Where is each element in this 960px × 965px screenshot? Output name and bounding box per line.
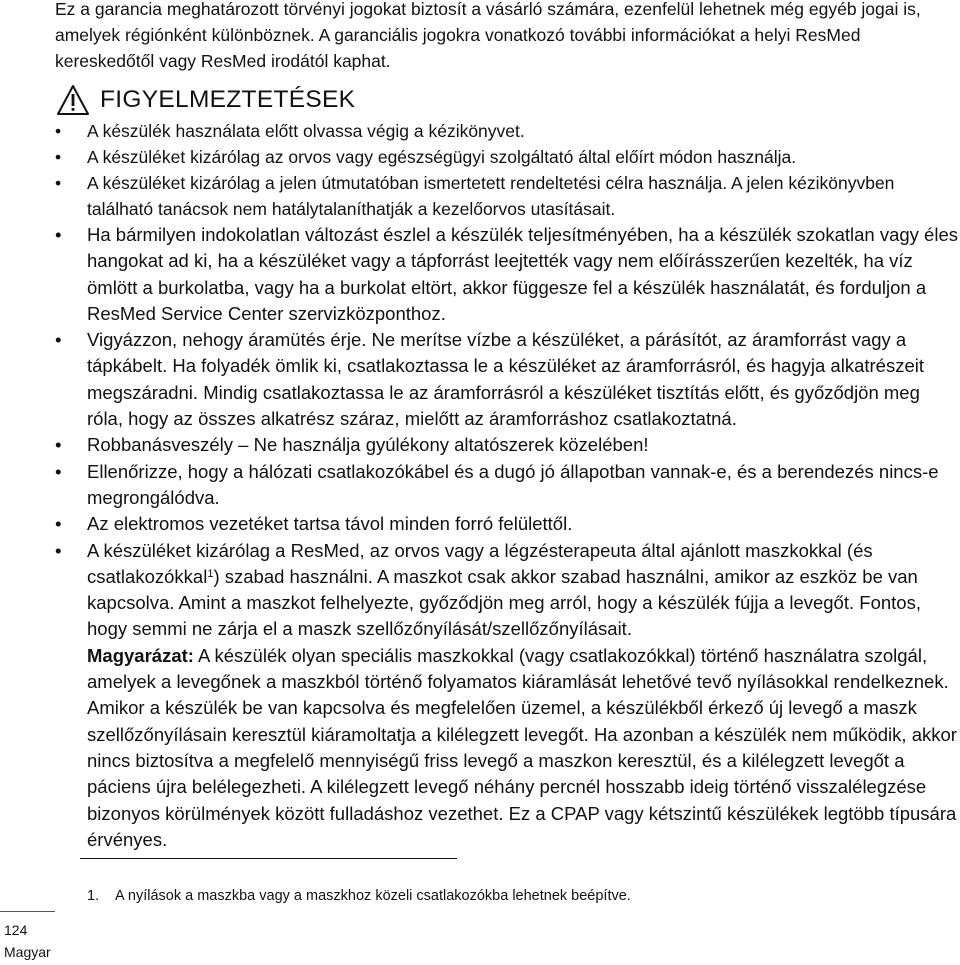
- warning-item-5: • Vigyázzon, nehogy áramütés érje. Ne merítse vízbe a készüléket, a párásítót, az áramforrást vagy a tápkábelt. Ha folyadék ömlik ki, csatlakoztassa le a készüléket az áramforrásról, és hagyja alkatrészeit megszáradni. Mindig csatlakoztassa le az áramforrásról a készüléket tisztítás előtt, és győződjön meg róla, hogy az összes alkatrész száraz, mielőtt az áramforráshoz csatlakoztatná.: [55, 327, 960, 432]
- footnote: [87, 886, 631, 906]
- warnings-title: FIGYELMEZTETÉSEK: [100, 86, 356, 113]
- explanation-text: A készülék olyan speciális maszkokkal (vagy csatlakozókkal) történő használatra szolgál, amelyek a levegőnek a maszkból történő folyamatos kiáramlását lehetővé tevő nyílásokkal rendelkeznek. Amikor a készülék be van kapcsolva és megfelelően üzemel, a készülékből érkező új levegő a maszk szellőzőnyílásain keresztül kiáramoltatja a kilélegzett levegőt. Ha azonban a készülék nem működik, akkor nincs biztosítva a megfelelő mennyiségű friss levegő a maszkon keresztül, és a kilélegzett levegőt a páciens újra belélegezheti. A kilélegzett levegő néhány percnél hosszabb ideig történő visszalélegzése bizonyos körülmények között fulladáshoz vezethet. Ez a CPAP vagy kétszintű készülékek legtöbb típusára érvényes.: [87, 644, 957, 850]
- warning-item-7: • Ellenőrizze, hogy a hálózati csatlakozókábel és a dugó jó állapotban vannak-e, és a berendezés nincs-e megrongálódva.: [55, 459, 960, 512]
- warning-item-4: • Ha bármilyen indokolatlan változást észlel a készülék teljesítményében, ha a készülék szokatlan vagy éles hangokat ad ki, ha a készüléket vagy a tápforrást leejtették vagy nem előírásszerűen kezelték, ha víz ömlött a burkolatba, vagy ha a burkolat eltört, akkor függesze fel a készülék használatát, és forduljon a ResMed Service Center szervizközponthoz.: [55, 222, 960, 327]
- intro-paragraph: Ez a garancia meghatározott törvényi jogokat biztosít a vásárló számára, ezenfelül lehetnek még egyéb jogai is, amelyek régiónként különböznek. A garanciális jogokra vonatkozó további információkat a helyi ResMed kereskedőtől vagy ResMed irodától kaphat.: [55, 0, 921, 71]
- warning-item-2: • A készüléket kizárólag az orvos vagy egészségügyi szolgáltató által előírt módon használja.: [55, 144, 960, 170]
- explanation-label: Magyarázat:: [87, 644, 194, 666]
- page-footer-rule: [0, 911, 55, 912]
- footnote-reference: 1: [207, 567, 214, 580]
- page-number: 124: [4, 922, 28, 938]
- mask-warning-text: A készüléket kizárólag a ResMed, az orvos vagy a légzésterapeuta által ajánlott maszkokkal (és csatlakozókkal: [87, 539, 873, 587]
- mask-warning-text-continued: ) szabad használni. A maszkot csak akkor szabad használni, amikor az eszköz be van kapcsolva. Amint a maszkot felhelyezte, győződjön meg arról, hogy a készülék fújja a levegőt. Fontos, hogy semmi ne zárja el a maszk szellőzőnyílását/szellőzőnyílásait.: [87, 565, 921, 640]
- footnote-text: A nyílások a maszkba vagy a maszkhoz közeli csatlakozókba lehetnek beépítve.: [115, 888, 631, 904]
- warning-item-6: • Robbanásveszély – Ne használja gyúlékony altatószerek közelében!: [55, 432, 960, 458]
- warning-item-3: • A készüléket kizárólag a jelen útmutatóban ismertetett rendeltetési célra használja. A jelen kézikönyvben található tanácsok nem hatálytalaníthatják a kezelőorvos utasításait.: [55, 170, 960, 222]
- footnote-separator: [80, 858, 457, 859]
- warning-triangle-icon: [56, 84, 90, 116]
- warning-item-9: [55, 538, 960, 854]
- warning-item-8: • Az elektromos vezetéket tartsa távol minden forró felülettől.: [55, 511, 960, 537]
- warning-item-1: • A készülék használata előtt olvassa végig a kézikönyvet.: [55, 118, 960, 144]
- language-label: Magyar: [4, 944, 51, 960]
- footnote-number: 1.: [87, 888, 100, 904]
- warnings-heading: [56, 84, 355, 116]
- warnings-list: [55, 118, 960, 853]
